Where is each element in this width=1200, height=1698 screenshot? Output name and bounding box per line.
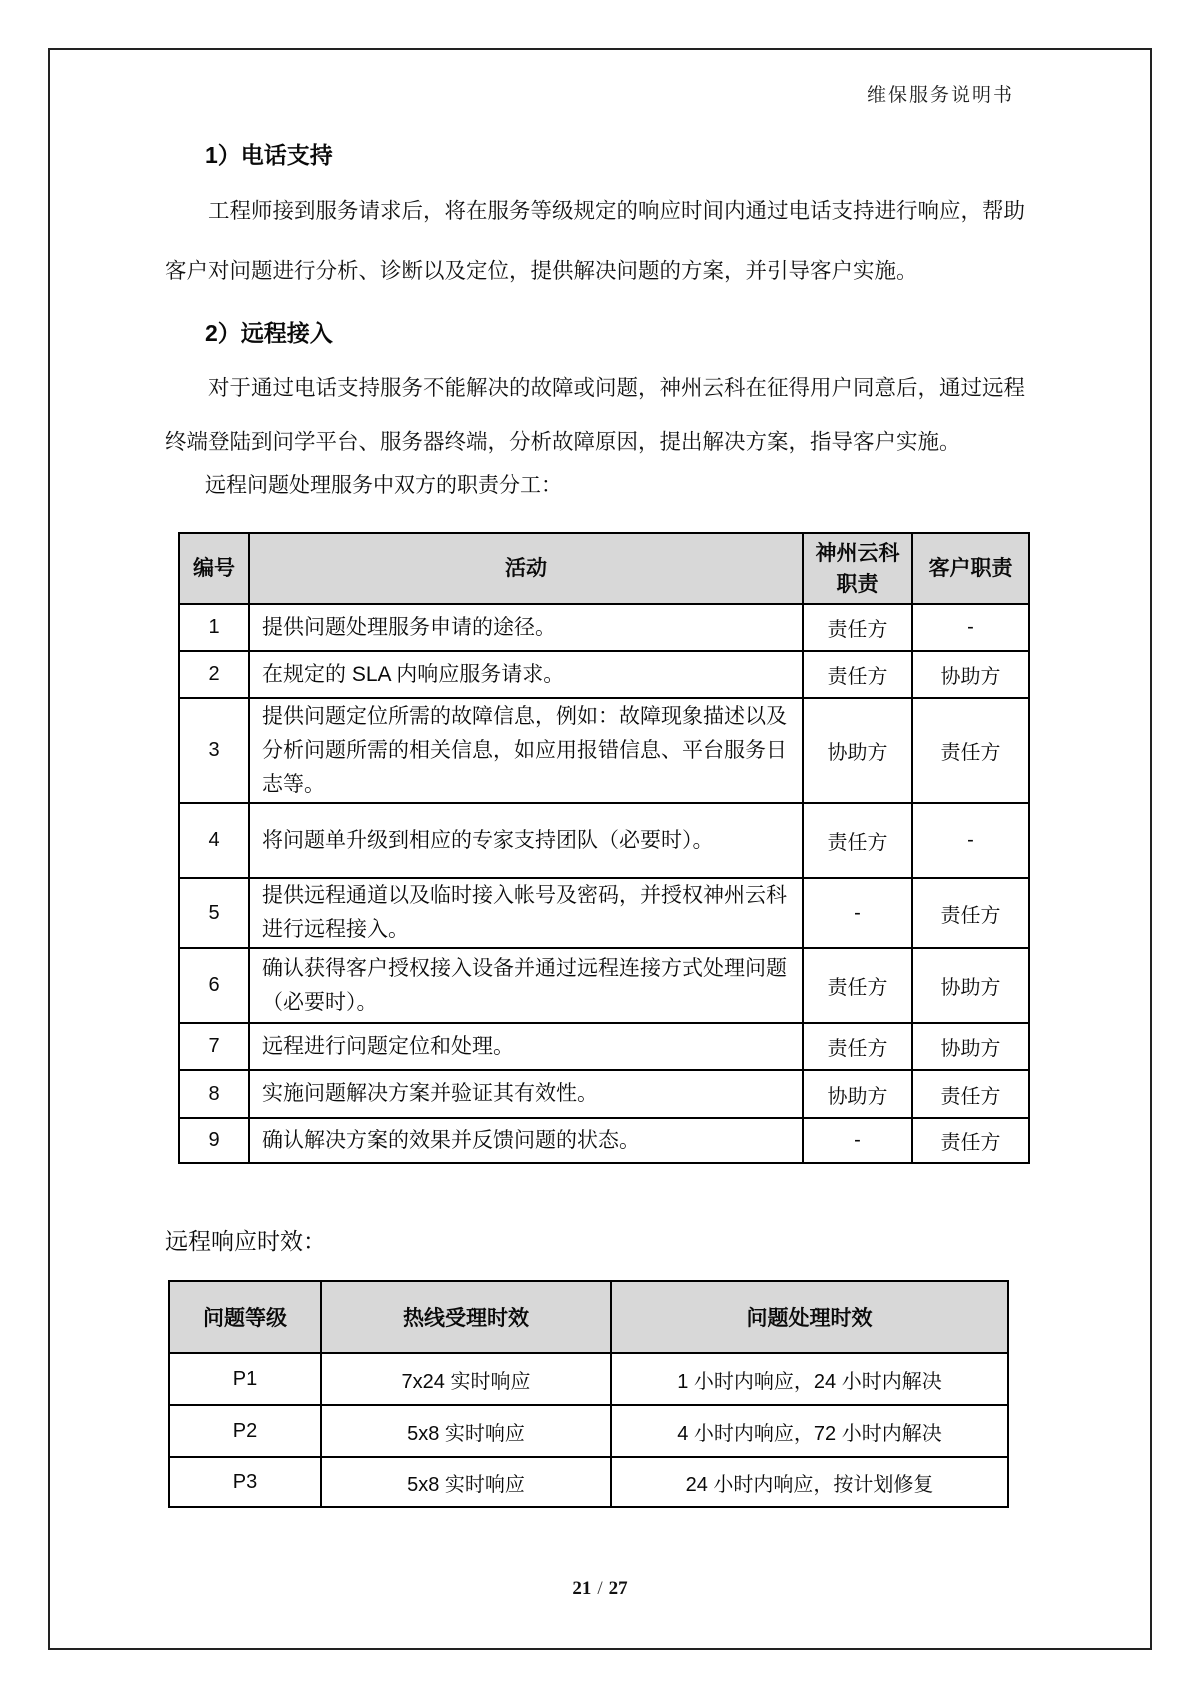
header-problem-level: 问题等级: [169, 1281, 321, 1353]
sla-section-heading: 远程响应时效：: [165, 1228, 326, 1254]
table-row: [179, 651, 1029, 698]
section-2-heading: 2）远程接入: [205, 320, 333, 346]
row-customer-role: 协助方: [912, 948, 1029, 1023]
row-no: 4: [179, 803, 249, 878]
row-activity: 确认解决方案的效果并反馈问题的状态。: [249, 1118, 803, 1163]
header-hotline-sla: 热线受理时效: [321, 1281, 611, 1353]
row-hotline-sla: 5x8 实时响应: [321, 1405, 611, 1457]
table-row: [179, 1118, 1029, 1163]
row-customer-role: -: [912, 803, 1029, 878]
table-row: [179, 878, 1029, 948]
page-number-total: 27: [608, 1578, 628, 1599]
section-1-paragraph: 工程师接到服务请求后，将在服务等级规定的响应时间内通过电话支持进行响应，帮助客户对问题进行分析、诊断以及定位，提供解决问题的方案，并引导客户实施。: [165, 199, 1026, 283]
table-row: [179, 803, 1029, 878]
row-customer-role: 责任方: [912, 878, 1029, 948]
row-vendor-role: 协助方: [803, 1070, 912, 1118]
sla-table: [168, 1280, 1009, 1508]
table-row: [179, 698, 1029, 803]
row-vendor-role: 责任方: [803, 948, 912, 1023]
row-activity: 在规定的 SLA 内响应服务请求。: [249, 651, 803, 698]
header-activity: 活动: [249, 533, 803, 604]
row-customer-role: 责任方: [912, 1070, 1029, 1118]
row-no: 1: [179, 604, 249, 651]
row-hotline-sla: 7x24 实时响应: [321, 1353, 611, 1405]
header-customer-role: 客户职责: [912, 533, 1029, 604]
page-footer: [0, 1578, 1200, 1600]
section-1-heading: 1）电话支持: [205, 142, 333, 168]
doc-header-title: 维保服务说明书: [866, 85, 1014, 106]
table-row: [169, 1457, 1008, 1507]
sla-table-header-row: [169, 1281, 1008, 1353]
table-row: [179, 1070, 1029, 1118]
row-vendor-role: 协助方: [803, 698, 912, 803]
row-activity: 确认获得客户授权接入设备并通过远程连接方式处理问题（必要时）。: [249, 948, 803, 1023]
table-row: [179, 948, 1029, 1023]
row-no: 3: [179, 698, 249, 803]
row-handling-sla: 24 小时内响应，按计划修复: [611, 1457, 1008, 1507]
row-customer-role: 协助方: [912, 1023, 1029, 1070]
row-problem-level: P3: [169, 1457, 321, 1507]
row-customer-role: -: [912, 604, 1029, 651]
row-problem-level: P2: [169, 1405, 321, 1457]
row-vendor-role: 责任方: [803, 1023, 912, 1070]
table-row: [169, 1405, 1008, 1457]
row-activity: 远程进行问题定位和处理。: [249, 1023, 803, 1070]
row-customer-role: 责任方: [912, 1118, 1029, 1163]
row-hotline-sla: 5x8 实时响应: [321, 1457, 611, 1507]
row-vendor-role: -: [803, 878, 912, 948]
row-vendor-role: -: [803, 1118, 912, 1163]
row-activity: 将问题单升级到相应的专家支持团队（必要时）。: [249, 803, 803, 878]
row-activity: 提供问题定位所需的故障信息，例如：故障现象描述以及分析问题所需的相关信息，如应用报错信息、平台服务日志等。: [249, 698, 803, 803]
responsibility-table-lead-in: 远程问题处理服务中双方的职责分工：: [205, 474, 562, 497]
row-no: 7: [179, 1023, 249, 1070]
table-row: [169, 1353, 1008, 1405]
row-customer-role: 责任方: [912, 698, 1029, 803]
row-no: 5: [179, 878, 249, 948]
page-number-current: 21: [572, 1578, 592, 1599]
row-no: 8: [179, 1070, 249, 1118]
page-content: [165, 0, 1035, 1508]
header-no: 编号: [179, 533, 249, 604]
row-vendor-role: 责任方: [803, 651, 912, 698]
table-row: [179, 1023, 1029, 1070]
header-vendor-role: 神州云科职责: [803, 533, 912, 604]
row-no: 6: [179, 948, 249, 1023]
row-no: 2: [179, 651, 249, 698]
header-handling-sla: 问题处理时效: [611, 1281, 1008, 1353]
row-customer-role: 协助方: [912, 651, 1029, 698]
row-vendor-role: 责任方: [803, 604, 912, 651]
row-no: 9: [179, 1118, 249, 1163]
section-2-paragraph: 对于通过电话支持服务不能解决的故障或问题，神州云科在征得用户同意后，通过远程终端登陆到问学平台、服务器终端，分析故障原因，提出解决方案，指导客户实施。: [165, 376, 1026, 454]
table-row: [179, 604, 1029, 651]
row-activity: 提供问题处理服务申请的途径。: [249, 604, 803, 651]
row-activity: 提供远程通道以及临时接入帐号及密码，并授权神州云科进行远程接入。: [249, 878, 803, 948]
row-problem-level: P1: [169, 1353, 321, 1405]
row-activity: 实施问题解决方案并验证其有效性。: [249, 1070, 803, 1118]
row-handling-sla: 4 小时内响应，72 小时内解决: [611, 1405, 1008, 1457]
row-handling-sla: 1 小时内响应，24 小时内解决: [611, 1353, 1008, 1405]
row-vendor-role: 责任方: [803, 803, 912, 878]
page-number-separator: /: [597, 1578, 603, 1599]
responsibility-table-header-row: [179, 533, 1029, 604]
responsibility-table: [178, 532, 1030, 1164]
